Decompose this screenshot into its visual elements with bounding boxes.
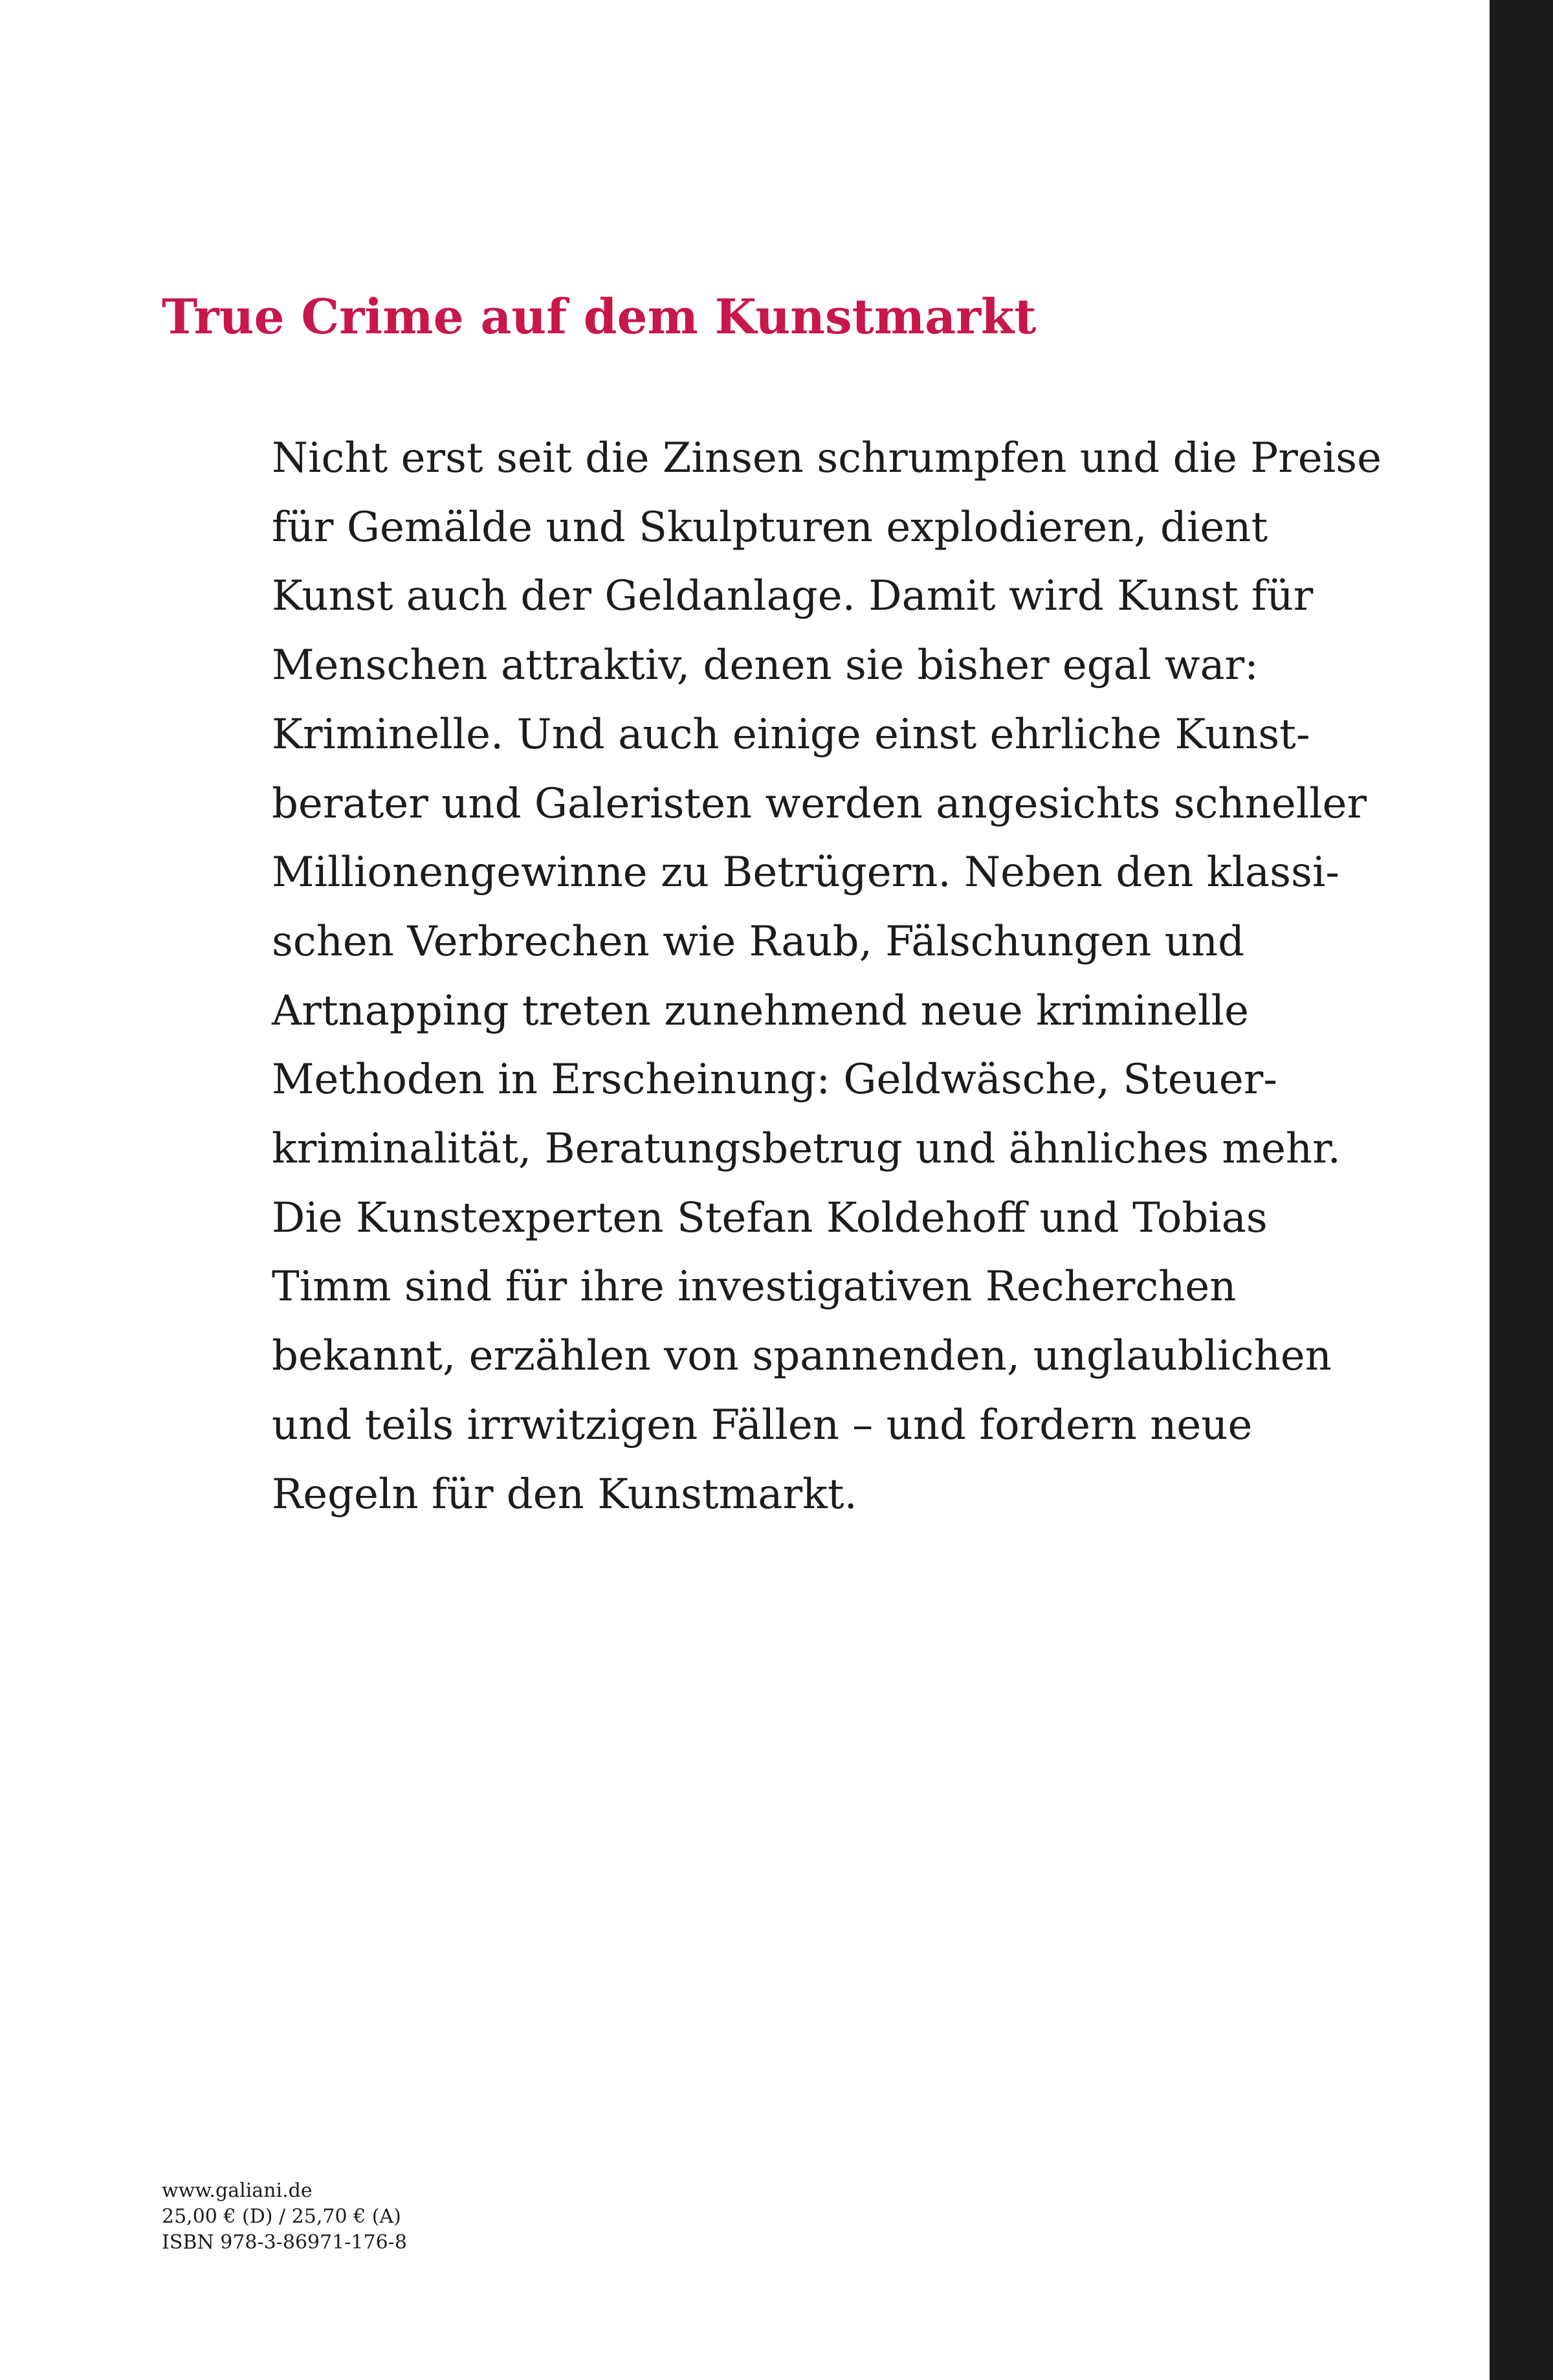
blurb-line: kriminalität, Beratungsbetrug und ähnliches mehr. (272, 1125, 1341, 1173)
blurb-line: Artnapping treten zunehmend neue kriminelle (272, 986, 1249, 1035)
blurb-line: bekannt, erzählen von spannenden, unglaublichen (272, 1332, 1332, 1381)
blurb-line: Timm sind für ihre investigativen Recherchen (272, 1263, 1237, 1311)
blurb-line: für Gemälde und Skulpturen explodieren, dient (272, 503, 1268, 551)
blurb-line: berater und Galeristen werden angesichts schneller (272, 779, 1367, 828)
blurb-line: schen Verbrechen wie Raub, Fälschungen und (272, 917, 1245, 966)
blurb-line: Die Kunstexperten Stefan Koldehoff und Tobias (272, 1194, 1268, 1242)
blurb-line: Nicht erst seit die Zinsen schrumpfen und die Preise (272, 434, 1382, 482)
blurb-line: Methoden in Erscheinung: Geldwäsche, Steuer- (272, 1056, 1277, 1104)
blurb-text (272, 424, 1411, 1529)
publisher-website: www.galiani.de (162, 2179, 313, 2202)
spine-strip (1490, 0, 1553, 2380)
blurb-line: Millionengewinne zu Betrügern. Neben den klassi- (272, 849, 1339, 897)
blurb-line: Kriminelle. Und auch einige einst ehrliche Kunst- (272, 710, 1310, 759)
price-label: 25,00 € (D) / 25,70 € (A) (162, 2205, 401, 2228)
isbn-label: ISBN 978-3-86971-176-8 (162, 2231, 407, 2254)
blurb-line: Kunst auch der Geldanlage. Damit wird Kunst für (272, 572, 1314, 621)
blurb-line: Regeln für den Kunstmarkt. (272, 1470, 857, 1518)
blurb-line: Menschen attraktiv, denen sie bisher egal war: (272, 641, 1259, 690)
blurb-line: und teils irrwitzigen Fällen – und fordern neue (272, 1401, 1253, 1449)
cover-headline: True Crime auf dem Kunstmarkt (162, 289, 1037, 345)
publisher-imprint (162, 2178, 407, 2256)
